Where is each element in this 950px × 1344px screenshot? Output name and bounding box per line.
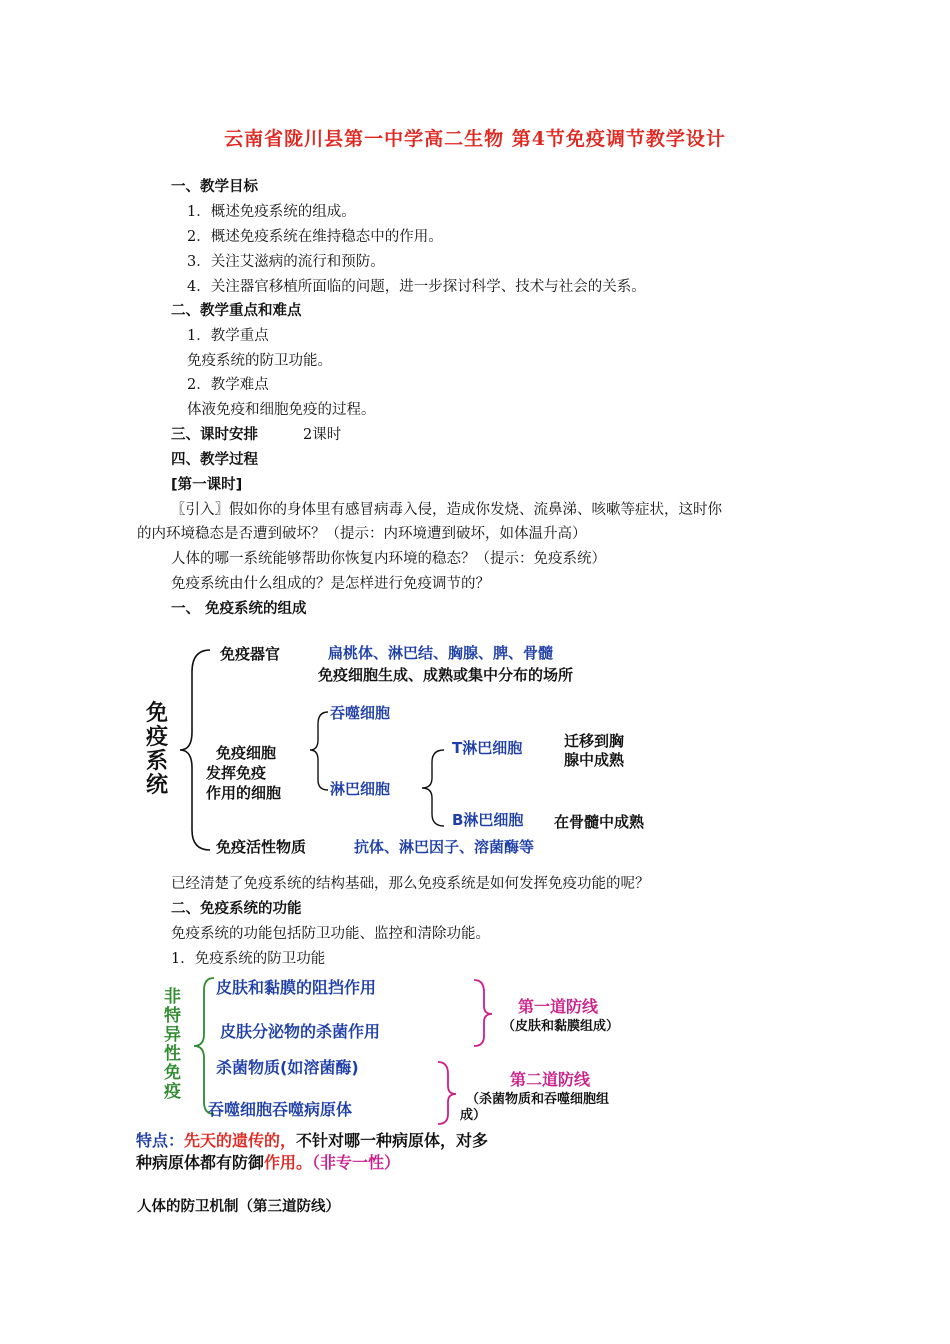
- subsection-heading-composition: 一、 免疫系统的组成: [171, 601, 307, 617]
- section-heading-key-points: 二、教学重点和难点: [171, 303, 302, 319]
- goal-item: 2．概述免疫系统在维持稳态中的作用。: [187, 229, 443, 245]
- t-cell-desc: 迁移到胸: [564, 732, 625, 750]
- feature-nonspecific-note: （非专一性）: [312, 1153, 401, 1172]
- cell-desc: 发挥免疫: [206, 764, 267, 782]
- first-line-label: 第一道防线: [518, 997, 599, 1016]
- lymphocyte-brace: [422, 750, 444, 826]
- goal-item: 4．关注器官移植所面临的问题，进一步探讨科学、技术与社会的关系。: [187, 279, 646, 295]
- t-cell-label: T淋巴细胞: [452, 739, 523, 757]
- section-heading-schedule: 三、课时安排: [171, 427, 258, 443]
- root-char: 非: [164, 987, 181, 1007]
- page-title: 云南省陇川县第一中学高二生物 第4节免疫调节教学设计: [224, 128, 726, 150]
- nonspecific-immunity-diagram: [130, 972, 690, 1178]
- b-cell-desc: 在骨髓中成熟: [554, 813, 645, 831]
- feature-effect: 作用。: [264, 1153, 313, 1172]
- feature-line: [136, 1131, 488, 1151]
- immune-system-diagram: [130, 632, 690, 864]
- first-line-brace: [474, 980, 492, 1046]
- second-line-note: （杀菌物质和吞噬细胞组: [466, 1092, 610, 1107]
- intro-text-cont: 的内环境稳态是否遭到破坏？（提示：内环境遭到破坏，如体温升高）: [137, 526, 587, 542]
- main-brace: [180, 650, 210, 850]
- phagocytosis: 吞噬细胞吞噬病原体: [208, 1100, 353, 1119]
- feature-line: [135, 1153, 400, 1172]
- section-heading-goals: 一、教学目标: [171, 179, 258, 195]
- root-char: 免: [164, 1063, 181, 1083]
- second-line-label: 第二道防线: [510, 1070, 591, 1089]
- root-char: 异: [164, 1025, 181, 1045]
- difficulty-label: 2．教学难点: [187, 377, 269, 393]
- root-char: 系: [146, 749, 169, 774]
- section-heading-process: 四、教学过程: [171, 452, 258, 468]
- skin-barrier: 皮肤和黏膜的阻挡作用: [216, 978, 377, 997]
- cell-desc: 作用的细胞: [206, 784, 282, 802]
- third-line-heading: 人体的防卫机制（第三道防线）: [137, 1199, 340, 1215]
- organ-list: 扁桃体、淋巴结、胸腺、脾、骨髓: [328, 644, 554, 662]
- question-text: 人体的哪一系统能够帮助你恢复内环境的稳态？（提示：免疫系统）: [171, 551, 606, 567]
- cell-brace: [310, 712, 328, 790]
- feature-defense: 种病原体都有防御: [136, 1153, 265, 1172]
- root-char: 性: [164, 1044, 181, 1064]
- key-point-label: 1．教学重点: [187, 328, 269, 344]
- root-char: 疫: [164, 1082, 181, 1102]
- intro-text: 〖引入〗假如你的身体里有感冒病毒入侵，造成你发烧、流鼻涕、咳嗽等症状，这时你: [171, 502, 722, 518]
- goal-item: 3．关注艾滋病的流行和预防。: [187, 254, 385, 270]
- key-point-text: 免疫系统的防卫功能。: [187, 353, 332, 369]
- root-char: 特: [164, 1006, 181, 1026]
- phagocyte-label: 吞噬细胞: [330, 704, 391, 722]
- bactericide: 杀菌物质(如溶菌酶): [216, 1058, 359, 1077]
- active-substance-list: 抗体、淋巴因子、溶菌酶等: [354, 838, 535, 856]
- transition-text: 已经清楚了免疫系统的结构基础，那么免疫系统是如何发挥免疫功能的呢？: [171, 876, 650, 892]
- lesson-label: [第一课时]: [171, 477, 243, 493]
- second-line-note: 成）: [460, 1108, 487, 1123]
- difficulty-text: 体液免疫和细胞免疫的过程。: [187, 402, 376, 418]
- first-line-note: （皮肤和黏膜组成）: [502, 1019, 620, 1034]
- organ-desc: 免疫细胞生成、成熟或集中分布的场所: [318, 666, 574, 684]
- skin-secretion: 皮肤分泌物的杀菌作用: [220, 1022, 381, 1041]
- goal-item: 1．概述免疫系统的组成。: [187, 204, 356, 220]
- subsection-heading-function: 二、免疫系统的功能: [171, 901, 302, 917]
- root-char: 疫: [146, 725, 169, 750]
- lymphocyte-label: 淋巴细胞: [330, 780, 391, 798]
- question-text: 免疫系统由什么组成的？是怎样进行免疫调节的？: [171, 576, 490, 592]
- feature-innate: 先天的遗传的，: [184, 1131, 297, 1150]
- second-line-brace: [438, 1062, 456, 1124]
- function-text: 免疫系统的功能包括防卫功能、监控和清除功能。: [171, 926, 490, 942]
- organ-label: 免疫器官: [220, 645, 281, 663]
- root-char: 免: [146, 701, 169, 726]
- function-item: 1．免疫系统的防卫功能: [171, 951, 326, 967]
- active-substance-label: 免疫活性物质: [216, 838, 307, 856]
- schedule-value: 2课时: [303, 427, 342, 443]
- feature-nonspecific: 不针对哪一种病原体，对多: [296, 1131, 489, 1150]
- root-char: 统: [146, 773, 169, 798]
- b-cell-label: B淋巴细胞: [452, 811, 524, 829]
- cell-label: 免疫细胞: [216, 744, 277, 762]
- feature-label: 特点：: [136, 1131, 185, 1150]
- t-cell-desc: 腺中成熟: [564, 751, 625, 769]
- root-brace: [194, 978, 214, 1114]
